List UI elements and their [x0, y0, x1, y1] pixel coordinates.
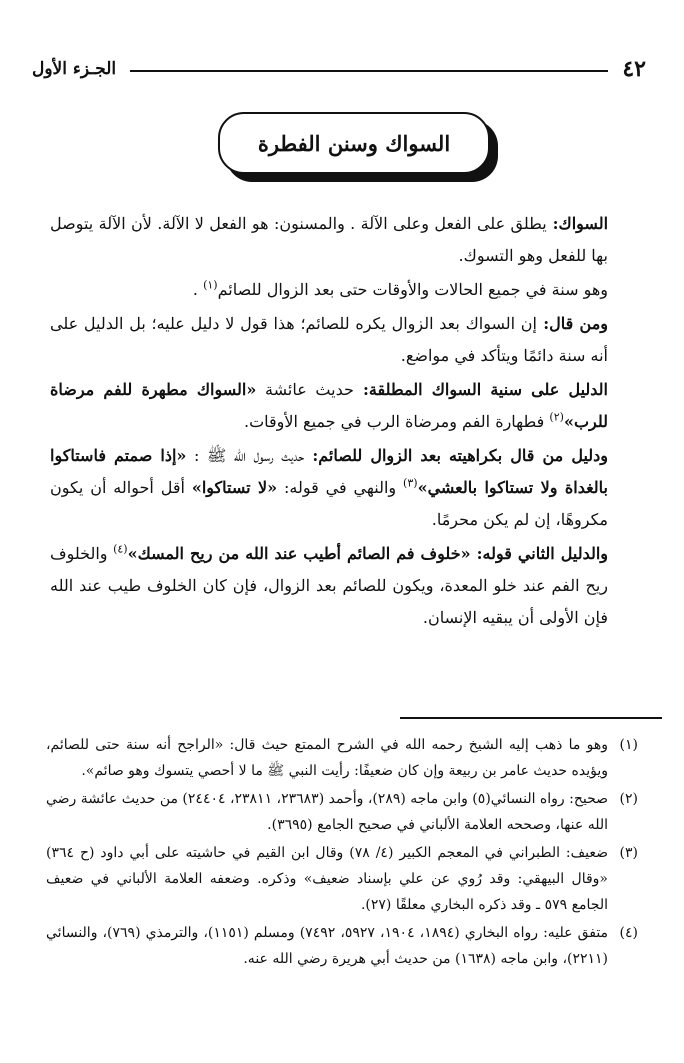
footnote-2 [46, 786, 638, 838]
paragraph-2-text: وهو سنة في جميع الحالات والأوقات حتى بعد الزوال للصائم [217, 280, 608, 299]
footnote-number: (٢) [619, 791, 638, 807]
paragraph-4-text: حديث عائشة [256, 380, 354, 399]
page-number: ٤٢ [622, 56, 646, 82]
footnote-text: صحيح: رواه النسائي(٥) وابن ماجه (٢٨٩)، وأحمد (٢٣٦٨٣، ٢٣٨١١، ٢٤٤٠٤) من حديث عائشة رضي الله عنها، وصححه العلامة الألباني في صحيح الجامع (٣٦٩٥). [46, 791, 609, 833]
footnote-text: متفق عليه: رواه البخاري (١٨٩٤، ١٩٠٤، ٥٩٢٧، ٧٤٩٢) ومسلم (١١٥١)، والترمذي (٧٦٩)، والنسائي (٢٢١١)، وابن ماجه (١٦٣٨) من حديث أبي هريرة رضي الله عنه. [46, 925, 609, 967]
paragraph-1-text: يطلق على الفعل وعلى الآلة . والمسنون: هو الفعل لا الآلة. لأن الآلة يتوصل بها للفعل وهو التسوك. [50, 214, 608, 265]
paragraph-4-end: فطهارة الفم ومرضاة الرب في جميع الأوقات. [244, 412, 550, 431]
footnote-ref-1[interactable]: (١) [203, 278, 218, 292]
footnote-number: (٤) [619, 925, 638, 941]
page-header [32, 54, 646, 84]
footnote-ref-2[interactable]: (٢) [549, 410, 564, 424]
paragraph-3 [50, 308, 632, 372]
footnotes [46, 732, 638, 974]
paragraph-5-mid: والنهي في قوله: [277, 478, 404, 497]
heading-evidence-2: ودليل من قال بكراهيته بعد الزوال للصائم: [304, 446, 608, 465]
hadith-quote-3: «لا تستاكوا» [191, 478, 278, 497]
hadith-quote-2: «إذا صمتم فاستاكوا بالغداة ولا تستاكوا بالعشي» [50, 446, 609, 497]
paragraph-2 [50, 274, 632, 306]
footnote-ref-4[interactable]: (٤) [113, 542, 128, 556]
paragraph-2-end: . [192, 280, 204, 299]
paragraph-5-end: أقل أحواله أن يكون مكروهًا، إن لم يكن محرمًا. [50, 478, 608, 529]
footnote-4 [46, 920, 638, 972]
hadith-quote-1: «السواك مطهرة للفم مرضاة للرب» [50, 380, 608, 431]
paragraph-6-text: والخلوف ريح الفم عند خلو المعدة، ويكون للصائم بعد الزوال، فإن كان الخلوف طيب عند الله فإن الأولى أن يبقيه الإنسان. [50, 544, 608, 627]
header-rule [130, 70, 608, 72]
footnote-ref-3[interactable]: (٣) [403, 476, 418, 490]
footnote-separator [400, 717, 662, 719]
footnote-number: (٣) [619, 845, 638, 861]
chapter-title-frame [218, 112, 508, 188]
paragraph-5-text: حديث رسول الله ﷺ : [186, 446, 305, 465]
paragraph-4 [50, 374, 632, 438]
part-name: الجـزء الأول [32, 59, 117, 79]
footnote-text: ضعيف: الطبراني في المعجم الكبير (٤/ ٧٨) وقال ابن القيم في حاشيته على أبي داود (ح ٣٦٤) «وقال البيهقي: وقد رُوي عن علي بإسناد ضعيف» وذكره. وضعفه العلامة الألباني في ضعيف الجامع ٥٧٩ ـ وقد ذكره البخاري معلقًا (٢٧). [46, 845, 608, 913]
footnote-3 [46, 840, 638, 918]
term-siwak: السواك: [546, 214, 609, 233]
footnote-number: (١) [619, 737, 638, 753]
paragraph-1 [50, 208, 632, 272]
paragraph-6 [50, 538, 632, 634]
term-man-qal: ومن قال: [537, 314, 609, 333]
paragraph-5 [50, 440, 632, 536]
footnote-1 [46, 732, 638, 784]
heading-evidence-1: الدليل على سنية السواك المطلقة: [353, 380, 608, 399]
footnote-text: وهو ما ذهب إليه الشيخ رحمه الله في الشرح الممتع حيث قال: «الراجح أنه سنة حتى للصائم، ويؤيده حديث عامر بن ربيعة وإن كان ضعيفًا: رأيت النبي ﷺ ما لا أحصي يتسوك وهو صائم». [46, 737, 608, 779]
body-text [50, 208, 632, 636]
hadith-quote-4: «خلوف فم الصائم أطيب عند الله من ريح المسك» [127, 544, 471, 563]
chapter-title: السواك وسنن الفطرة [218, 112, 490, 174]
paragraph-3-text: إن السواك بعد الزوال يكره للصائم؛ هذا قول لا دليل عليه؛ بل الدليل على أنه سنة دائمًا ويتأكد في مواضع. [50, 314, 608, 365]
heading-evidence-3: والدليل الثاني قوله: [470, 544, 609, 563]
